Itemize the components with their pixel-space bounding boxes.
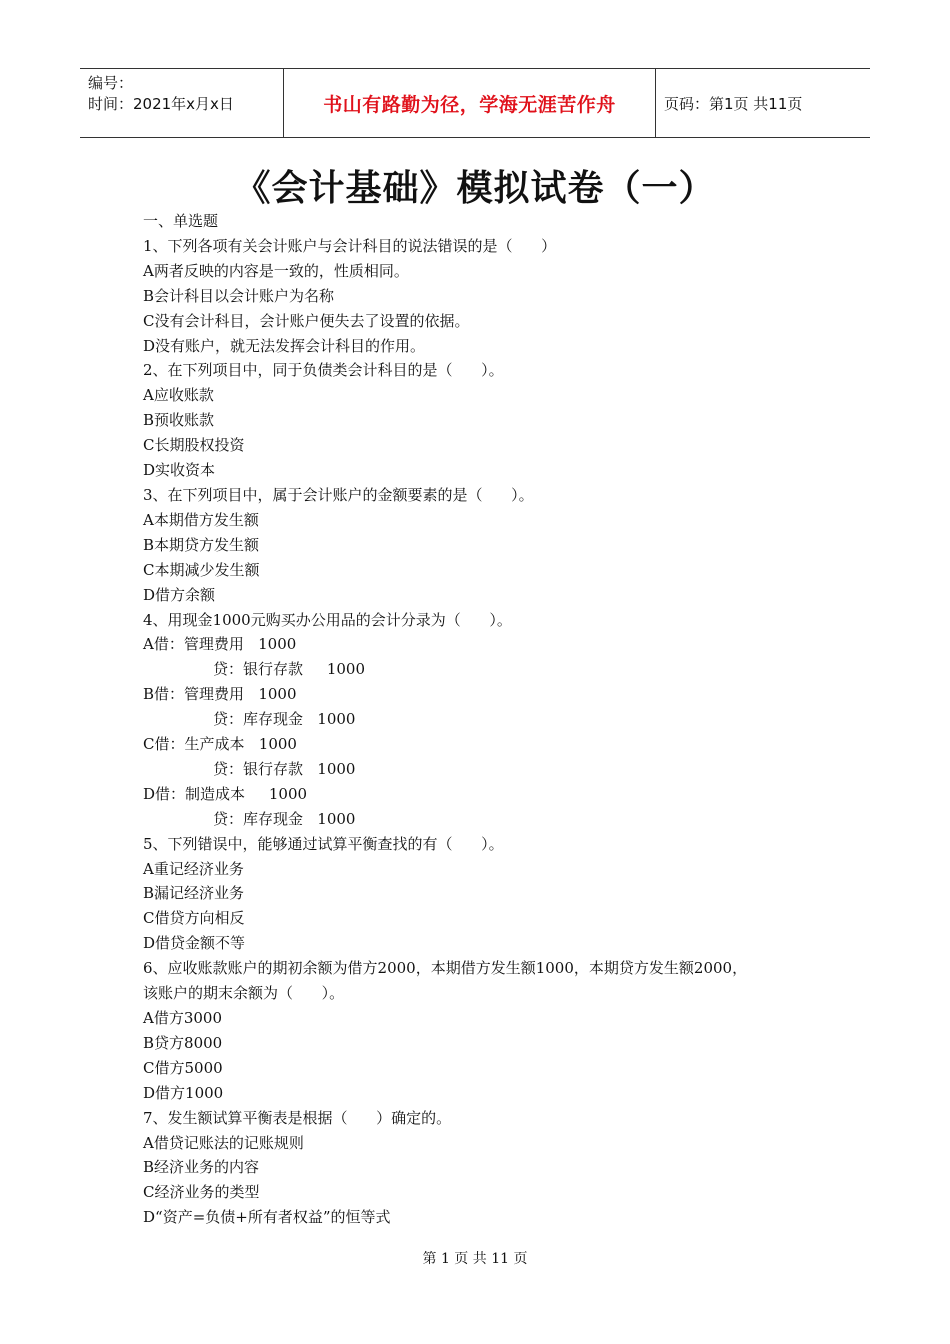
q3-option-b: B本期贷方发生额 [143,535,260,554]
q7-option-d: D“资产=负债+所有者权益”的恒等式 [143,1208,391,1227]
q7-option-b: B经济业务的内容 [143,1158,260,1177]
q2-option-c: C长期股权投资 [143,436,245,455]
question-1: 1、下列各项有关会计账户与会计科目的说法错误的是（ ） [143,236,557,255]
q4-option-b-debit: B借：管理费用 1000 [143,685,297,704]
q4-option-c-credit: 贷：银行存款 1000 [213,759,356,778]
question-3: 3、在下列项目中，属于会计账户的金额要素的是（ ）。 [143,485,534,504]
q6-option-d: D借方1000 [143,1083,224,1102]
motto: 书山有路勤为径，学海无涯苦作舟 [283,69,656,137]
q2-option-b: B预收账款 [143,411,215,430]
q3-option-c: C本期减少发生额 [143,560,260,579]
exam-content [143,209,843,1230]
q2-option-d: D实收资本 [143,461,216,480]
q4-option-a-debit: A借：管理费用 1000 [143,635,297,654]
q5-option-c: C借贷方向相反 [143,909,245,928]
q2-option-a: A应收账款 [143,386,214,405]
page-footer: 第 1 页 共 11 页 [422,1251,528,1267]
q4-option-a-credit: 贷：银行存款 1000 [213,660,366,679]
q4-option-b-credit: 贷：库存现金 1000 [213,710,356,729]
question-4: 4、用现金1000元购买办公用品的会计分录为（ ）。 [143,610,512,629]
q1-option-c: C没有会计科目，会计账户便失去了设置的依据。 [143,311,470,330]
question-6-continued: 该账户的期末余额为（ ）。 [143,984,345,1003]
q7-option-c: C经济业务的类型 [143,1183,260,1202]
q3-option-a: A本期借方发生额 [143,510,259,529]
q5-option-b: B漏记经济业务 [143,884,245,903]
q4-option-d-debit: D借：制造成本 1000 [143,784,308,803]
question-7: 7、发生额试算平衡表是根据（ ）确定的。 [143,1108,452,1127]
q4-option-d-credit: 贷：库存现金 1000 [213,809,356,828]
q6-option-c: C借方5000 [143,1058,223,1077]
q6-option-b: B贷方8000 [143,1033,223,1052]
q5-option-a: A重记经济业务 [143,859,244,878]
question-5: 5、下列错误中，能够通过试算平衡查找的有（ ）。 [143,834,504,853]
q5-option-d: D借贷金额不等 [143,934,246,953]
q3-option-d: D借方余额 [143,585,216,604]
question-2: 2、在下列项目中，同于负债类会计科目的是（ ）。 [143,361,504,380]
page-code: 页码：第1页 共11页 [664,94,803,113]
number-label: 编号： [88,74,134,92]
q6-option-a: A借方3000 [143,1009,223,1027]
section-heading: 一、单选题 [143,212,219,230]
header-left-cell [80,69,283,137]
q1-option-b: B会计科目以会计账户为名称 [143,286,335,305]
time-label: 时间：2021年x月x日 [88,95,234,113]
q4-option-c-debit: C借：生产成本 1000 [143,735,297,754]
page-title: 《会计基础》模拟试卷（一） [234,168,716,209]
document-header [80,68,870,138]
q7-option-a: A借贷记账法的记账规则 [143,1133,304,1152]
question-6: 6、应收账款账户的期初余额为借方2000，本期借方发生额1000，本期贷方发生额2000， [143,959,748,978]
q1-option-a: A两者反映的内容是一致的，性质相同。 [143,261,409,280]
q1-option-d: D没有账户，就无法发挥会计科目的作用。 [143,336,426,355]
